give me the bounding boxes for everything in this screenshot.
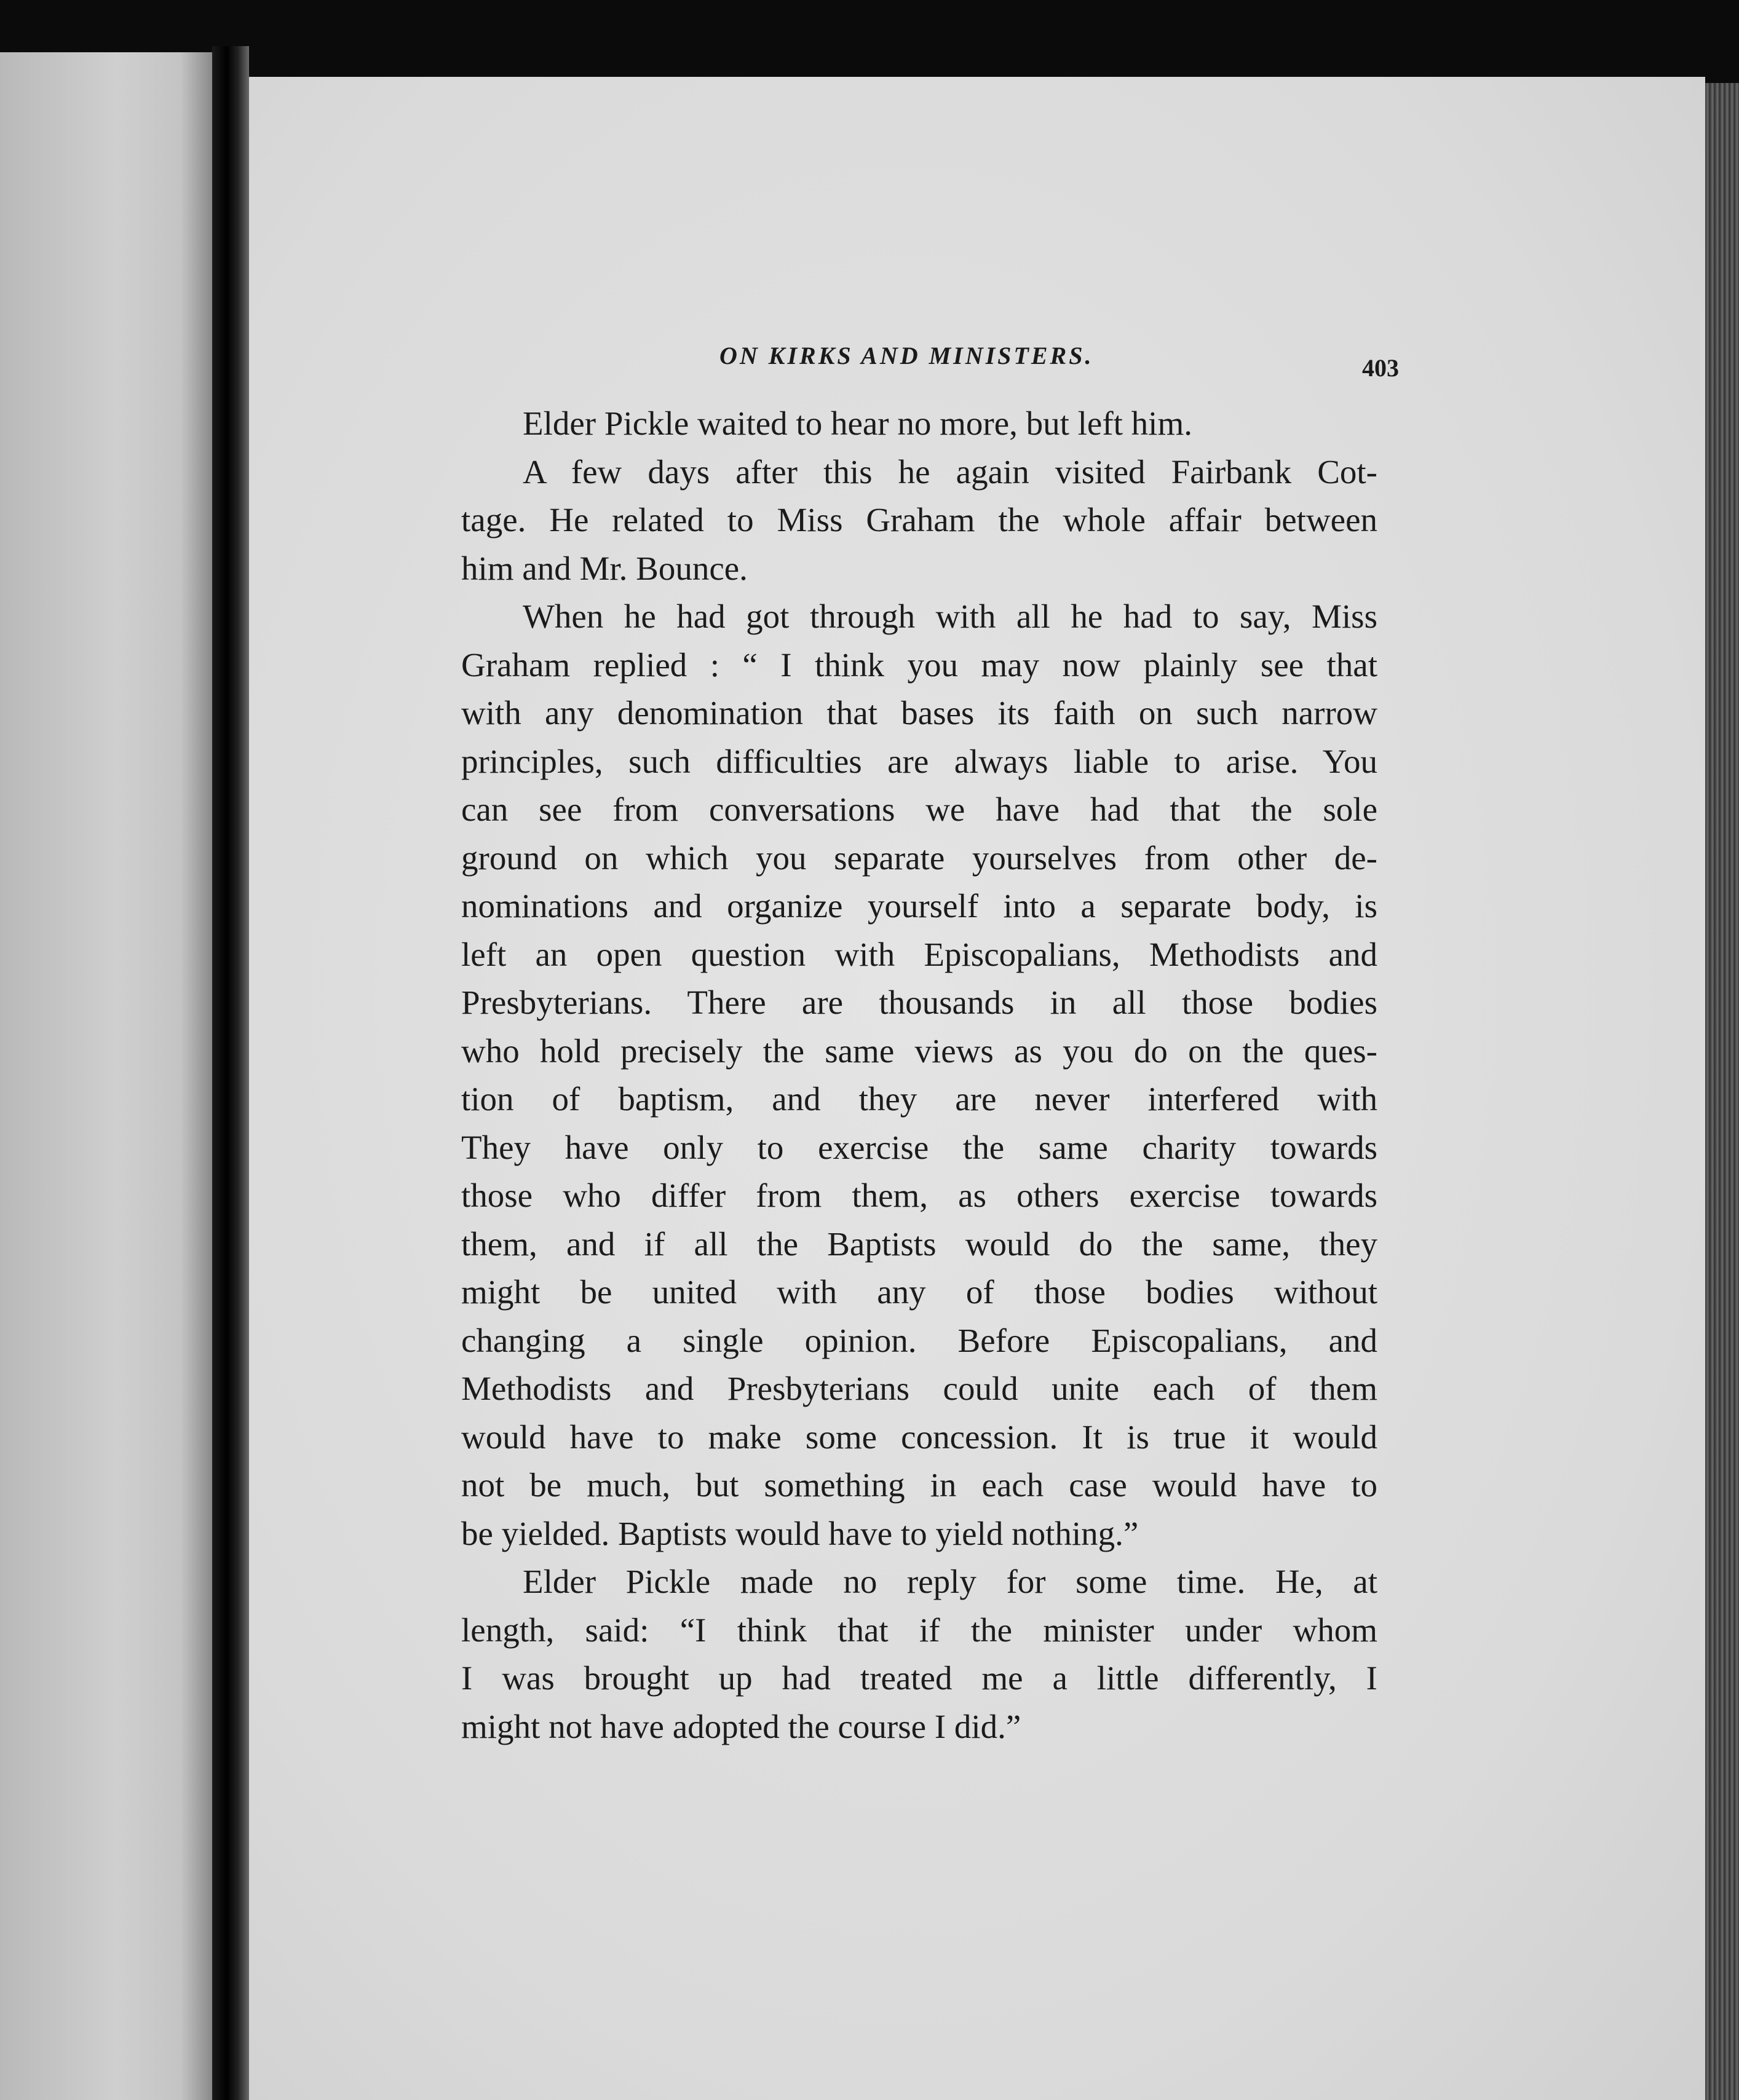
text-line: left an open question with Episcopalians, Methodists and [461, 935, 1377, 973]
text-line: length, said: “I think that if the minister under whom [461, 1611, 1377, 1649]
text-line: might be united with any of those bodies without [461, 1273, 1377, 1311]
page-edges [1705, 83, 1739, 2100]
running-head: ON KIRKS AND MINISTERS. [719, 342, 1094, 369]
text-line: Graham replied : “ I think you may now plainly see that [461, 645, 1377, 684]
text-line: A few days after this he again visited Fairbank Cot- [523, 452, 1377, 491]
text-line: Presbyterians. There are thousands in all those bodies [461, 984, 1377, 1021]
text-line: tion of baptism, and they are never interfered with [461, 1080, 1377, 1118]
text-line: principles, such difficulties are always liable to arise. You [461, 742, 1377, 780]
text-line: them, and if all the Baptists would do the same, they [461, 1225, 1377, 1263]
text-line: Methodists and Presbyterians could unite each of them [461, 1370, 1377, 1407]
paragraph [461, 448, 1377, 593]
text-line: changing a single opinion. Before Episcopalians, and [461, 1321, 1377, 1359]
facing-page-left [0, 52, 212, 2100]
text-line: ground on which you separate yourselves from other de- [461, 839, 1377, 877]
text-line: They have only to exercise the same charity towards [461, 1128, 1377, 1166]
text-line: nominations and organize yourself into a separate body, is [461, 887, 1377, 925]
page-number: 403 [1362, 354, 1399, 382]
book-gutter [212, 46, 249, 2100]
text-line: with any denomination that bases its faith on such narrow [461, 694, 1377, 732]
body-text [461, 400, 1377, 1751]
text-line: those who differ from them, as others exercise towards [461, 1177, 1377, 1214]
text-line: who hold precisely the same views as you do on the ques- [461, 1032, 1377, 1070]
text-line: Elder Pickle made no reply for some time. He, at [523, 1563, 1377, 1600]
text-line: not be much, but something in each case would have to [461, 1466, 1377, 1504]
text-line: Elder Pickle waited to hear no more, but left him. [523, 405, 1192, 442]
text-line: When he had got through with all he had to say, Miss [523, 598, 1377, 635]
text-line: tage. He related to Miss Graham the whole affair between [461, 501, 1377, 539]
paragraph [461, 593, 1377, 1558]
text-line: be yielded. Baptists would have to yield nothing.” [461, 1514, 1139, 1552]
paragraph [461, 1558, 1377, 1751]
text-line: I was brought up had treated me a little differently, I [461, 1659, 1377, 1697]
text-line: him and Mr. Bounce. [461, 549, 748, 587]
text-line: would have to make some concession. It is true it would [461, 1418, 1377, 1456]
paragraph [461, 400, 1377, 448]
text-line: can see from conversations we have had that the sole [461, 791, 1377, 828]
text-line: might not have adopted the course I did.” [461, 1707, 1021, 1745]
